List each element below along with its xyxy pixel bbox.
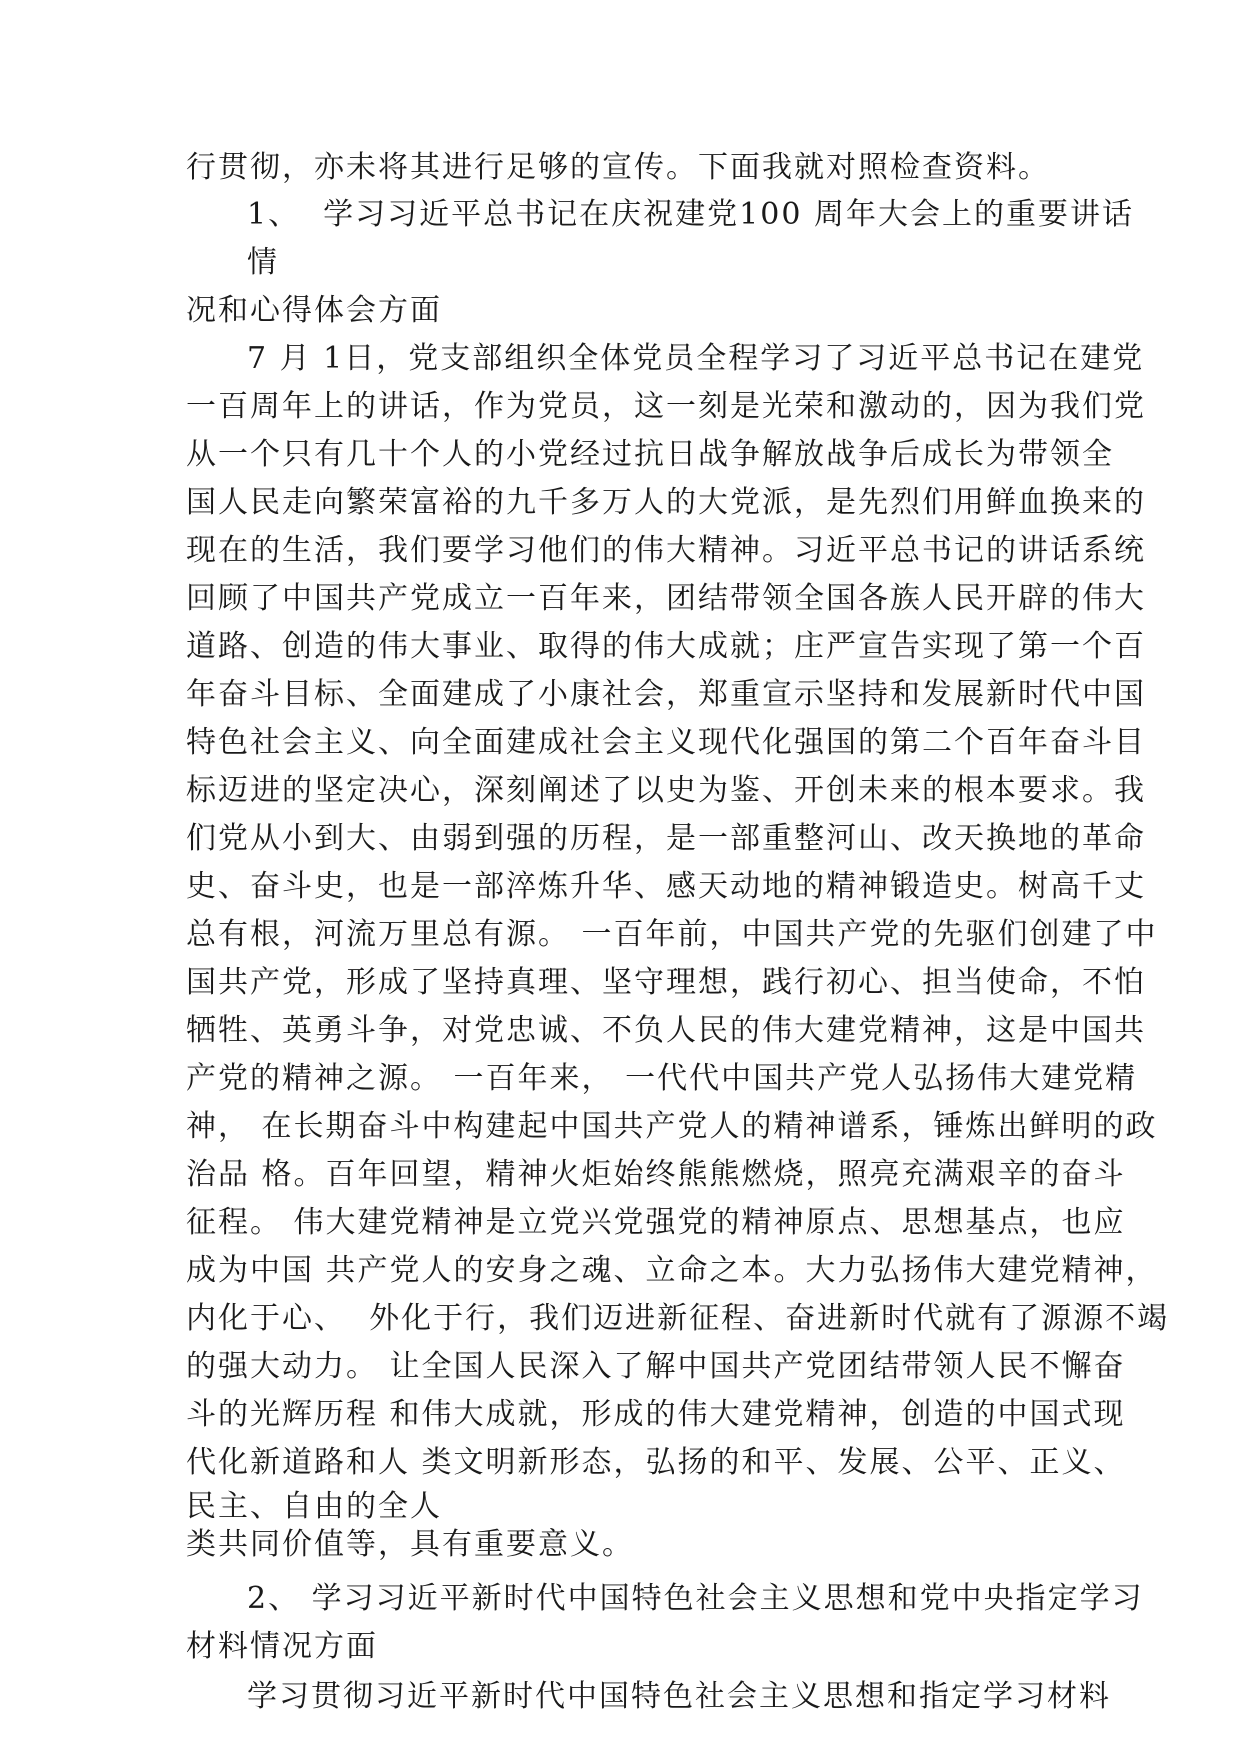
text-line: 神， 在长期奋斗中构建起中国共产党人的精神谱系，锤炼出鲜明的政 [186,1109,1158,1144]
text-line: 国共产党，形成了坚持真理、坚守理想，践行初心、担当使命，不怕 [186,965,1146,1000]
text-line: 行贯彻，亦未将其进行足够的宣传。下面我就对照检查资料。 [186,150,1050,185]
text-line: 一百周年上的讲话，作为党员，这一刻是光荣和激动的，因为我们党 [186,389,1146,424]
text-line: 道路、创造的伟大事业、取得的伟大成就；庄严宣告实现了第一个百 [186,629,1146,664]
text-line: 标迈进的坚定决心，深刻阐述了以史为鉴、开创未来的根本要求。我 [186,773,1146,808]
text-line: 内化于心、 外化于行，我们迈进新征程、奋进新时代就有了源源不竭 [186,1301,1170,1336]
text-line: 回顾了中国共产党成立一百年来，团结带领全国各族人民开辟的伟大 [186,581,1146,616]
text-line: 治品 格。百年回望，精神火炬始终熊熊燃烧，照亮充满艰辛的奋斗 [186,1157,1126,1192]
text-line: 情 [247,245,279,280]
text-line: 民主、自由的全人 [186,1489,442,1524]
text-line: 斗的光辉历程 和伟大成就，形成的伟大建党精神，创造的中国式现 [186,1397,1126,1432]
text-line: 国人民走向繁荣富裕的九千多万人的大党派，是先烈们用鲜血换来的 [186,485,1146,520]
text-line: 况和心得体会方面 [186,293,442,328]
text-line: 材料情况方面 [186,1629,378,1664]
text-line: 牺牲、英勇斗争，对党忠诚、不负人民的伟大建党精神，这是中国共 [186,1013,1146,1048]
text-line: 们党从小到大、由弱到强的历程，是一部重整河山、改天换地的革命 [186,821,1146,856]
text-line: 类共同价值等，具有重要意义。 [186,1527,634,1562]
text-line: 史、奋斗史，也是一部淬炼升华、感天动地的精神锻造史。树高千丈 [186,869,1146,904]
text-line: 的强大动力。 让全国人民深入了解中国共产党团结带领人民不懈奋 [186,1349,1126,1384]
paragraph-first-line: 7 月 1日，党支部组织全体党员全程学习了习近平总书记在建党 [247,341,1145,376]
text-line: 总有根，河流万里总有源。 一百年前，中国共产党的先驱们创建了中 [186,917,1158,952]
text-line: 代化新道路和人 类文明新形态，弘扬的和平、发展、公平、正义、 [186,1445,1126,1480]
text-line: 征程。 伟大建党精神是立党兴党强党的精神原点、思想基点，也应 [186,1205,1126,1240]
text-line: 产党的精神之源。 一百年来， 一代代中国共产党人弘扬伟大建党精 [186,1061,1138,1096]
numbered-heading: 1、 学习习近平总书记在庆祝建党100 周年大会上的重要讲话 [247,197,1134,232]
text-line: 特色社会主义、向全面建成社会主义现代化强国的第二个百年奋斗目 [186,725,1146,760]
text-line: 现在的生活，我们要学习他们的伟大精神。习近平总书记的讲话系统 [186,533,1146,568]
numbered-heading: 2、 学习习近平新时代中国特色社会主义思想和党中央指定学习 [247,1581,1144,1616]
text-line: 成为中国 共产党人的安身之魂、立命之本。大力弘扬伟大建党精神， [186,1253,1158,1288]
text-line: 年奋斗目标、全面建成了小康社会，郑重宣示坚持和发展新时代中国 [186,677,1146,712]
text-line: 从一个只有几十个人的小党经过抗日战争解放战争后成长为带领全 [186,437,1114,472]
paragraph-first-line: 学习贯彻习近平新时代中国特色社会主义思想和指定学习材料 [247,1679,1111,1714]
